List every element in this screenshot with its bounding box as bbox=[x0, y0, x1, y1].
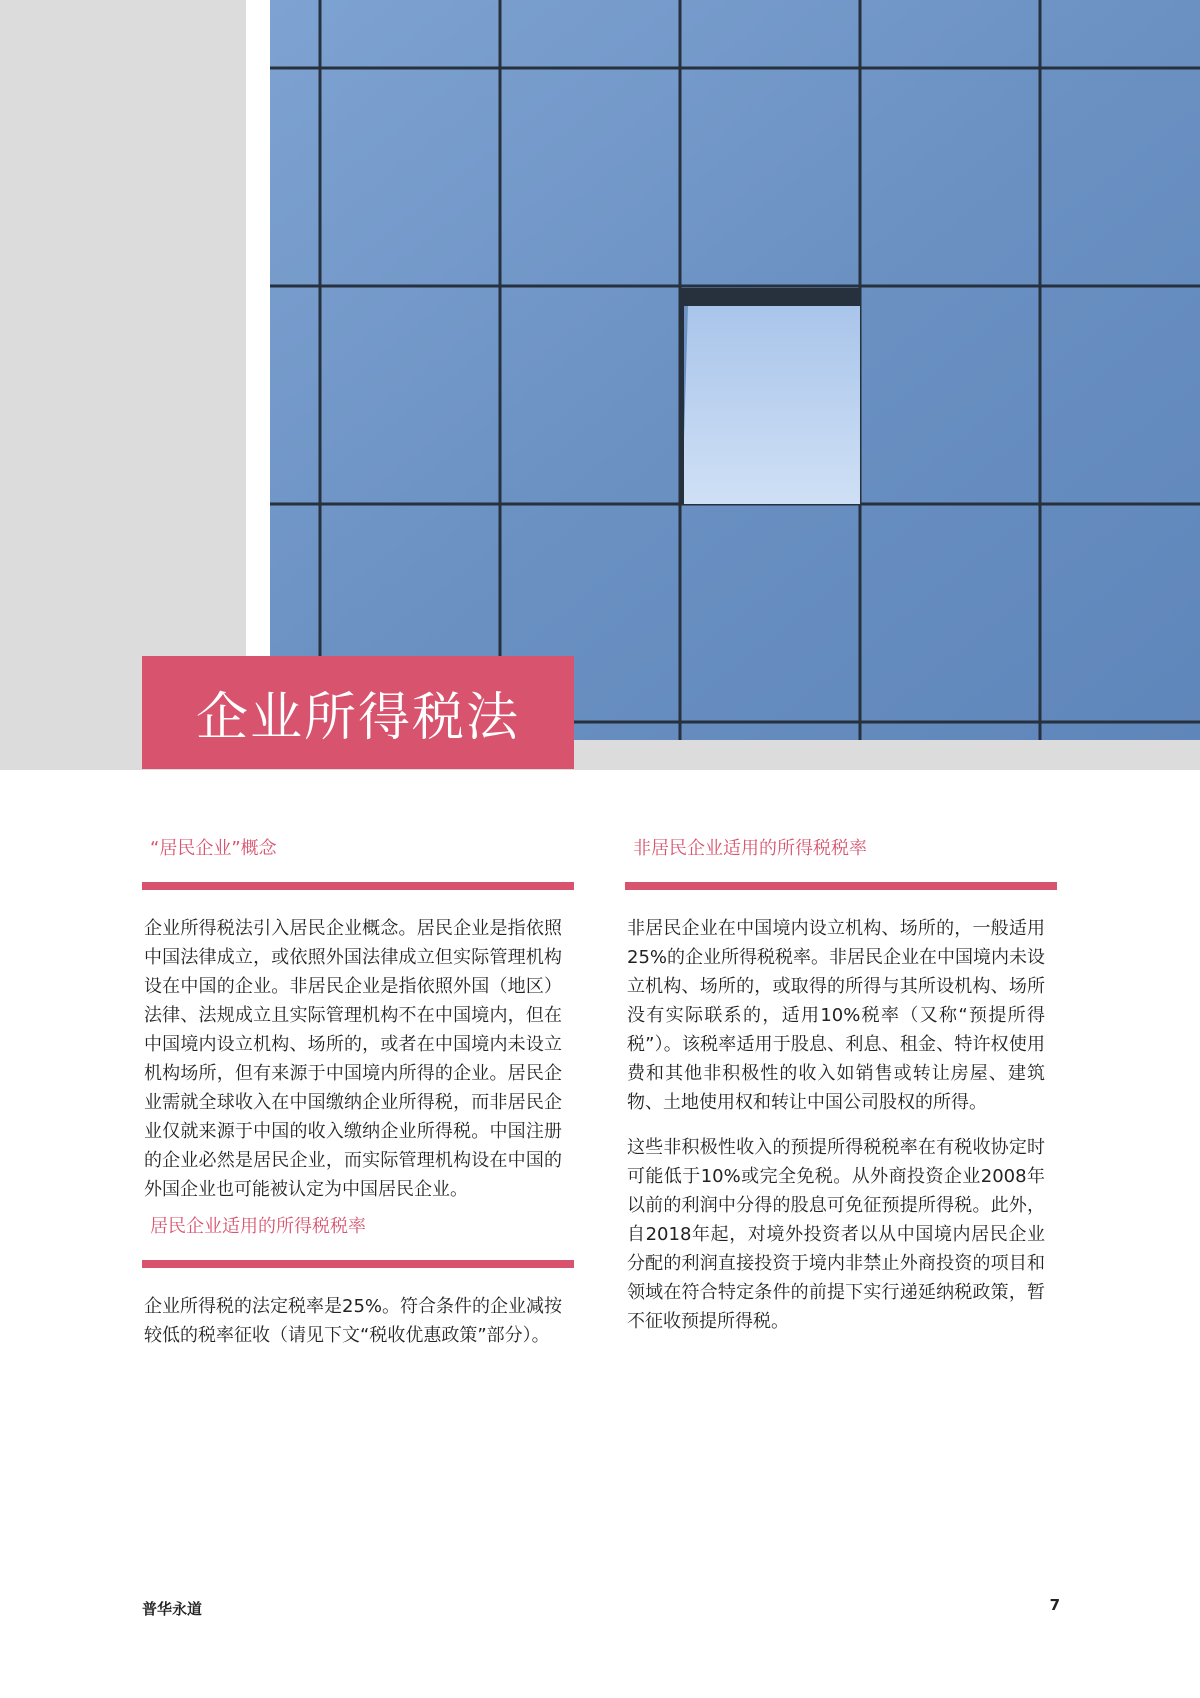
page-number: 7 bbox=[1049, 1596, 1060, 1614]
left-column bbox=[142, 836, 574, 1350]
glass-facade-photo bbox=[270, 0, 1200, 740]
paragraph-withholding-tax: 这些非积极性收入的预提所得税税率在有税收协定时可能低于10%或完全免税。从外商投资企业2008年以前的利润中分得的股息可免征预提所得税。此外，自2018年起，对境外投资者以从中国境内居民企业分配的利润直接投资于境内非禁止外商投资的项目和领域在符合特定条件的前提下实行递延纳税政策，暂不征收预提所得税。 bbox=[627, 1137, 1045, 1332]
right-column bbox=[625, 836, 1057, 1336]
section-heading-nonresident-tax-rate: 非居民企业适用的所得税税率 bbox=[633, 838, 867, 859]
section-heading-resident-tax-rate: 居民企业适用的所得税税率 bbox=[150, 1216, 366, 1237]
section-divider bbox=[142, 882, 574, 890]
paragraph-resident-concept: 企业所得税法引入居民企业概念。居民企业是指依照中国法律成立，或依照外国法律成立但实际管理机构设在中国的企业。非居民企业是指依照外国（地区）法律、法规成立且实际管理机构不在中国境内，但在中国境内设立机构、场所的，或者在中国境内未设立机构场所，但有来源于中国境内所得的企业。居民企业需就全球收入在中国缴纳企业所得税，而非居民企业仅就来源于中国的收入缴纳企业所得税。中国注册的企业必然是居民企业，而实际管理机构设在中国的外国企业也可能被认定为中国居民企业。 bbox=[144, 918, 562, 1200]
section-divider bbox=[625, 882, 1057, 890]
footer-brand: 普华永道 bbox=[142, 1600, 203, 1618]
section-heading-resident-concept: “居民企业”概念 bbox=[150, 838, 277, 859]
section-divider bbox=[142, 1260, 574, 1268]
page-title: 企业所得税法 bbox=[196, 688, 521, 748]
gray-background-block bbox=[0, 0, 246, 740]
paragraph-nonresident-tax-rate: 非居民企业在中国境内设立机构、场所的，一般适用25%的企业所得税税率。非居民企业在中国境内未设立机构、场所的，或取得的所得与其所设机构、场所没有实际联系的，适用10%税率（又称“预提所得税”）。该税率适用于股息、利息、租金、特许权使用费和其他非积极性的收入如销售或转让房屋、建筑物、土地使用权和转让中国公司股权的所得。 bbox=[627, 918, 1046, 1113]
title-banner bbox=[142, 656, 574, 769]
paragraph-resident-tax-rate: 企业所得税的法定税率是25%。符合条件的企业减按较低的税率征收（请见下文“税收优惠政策”部分）。 bbox=[144, 1296, 563, 1346]
